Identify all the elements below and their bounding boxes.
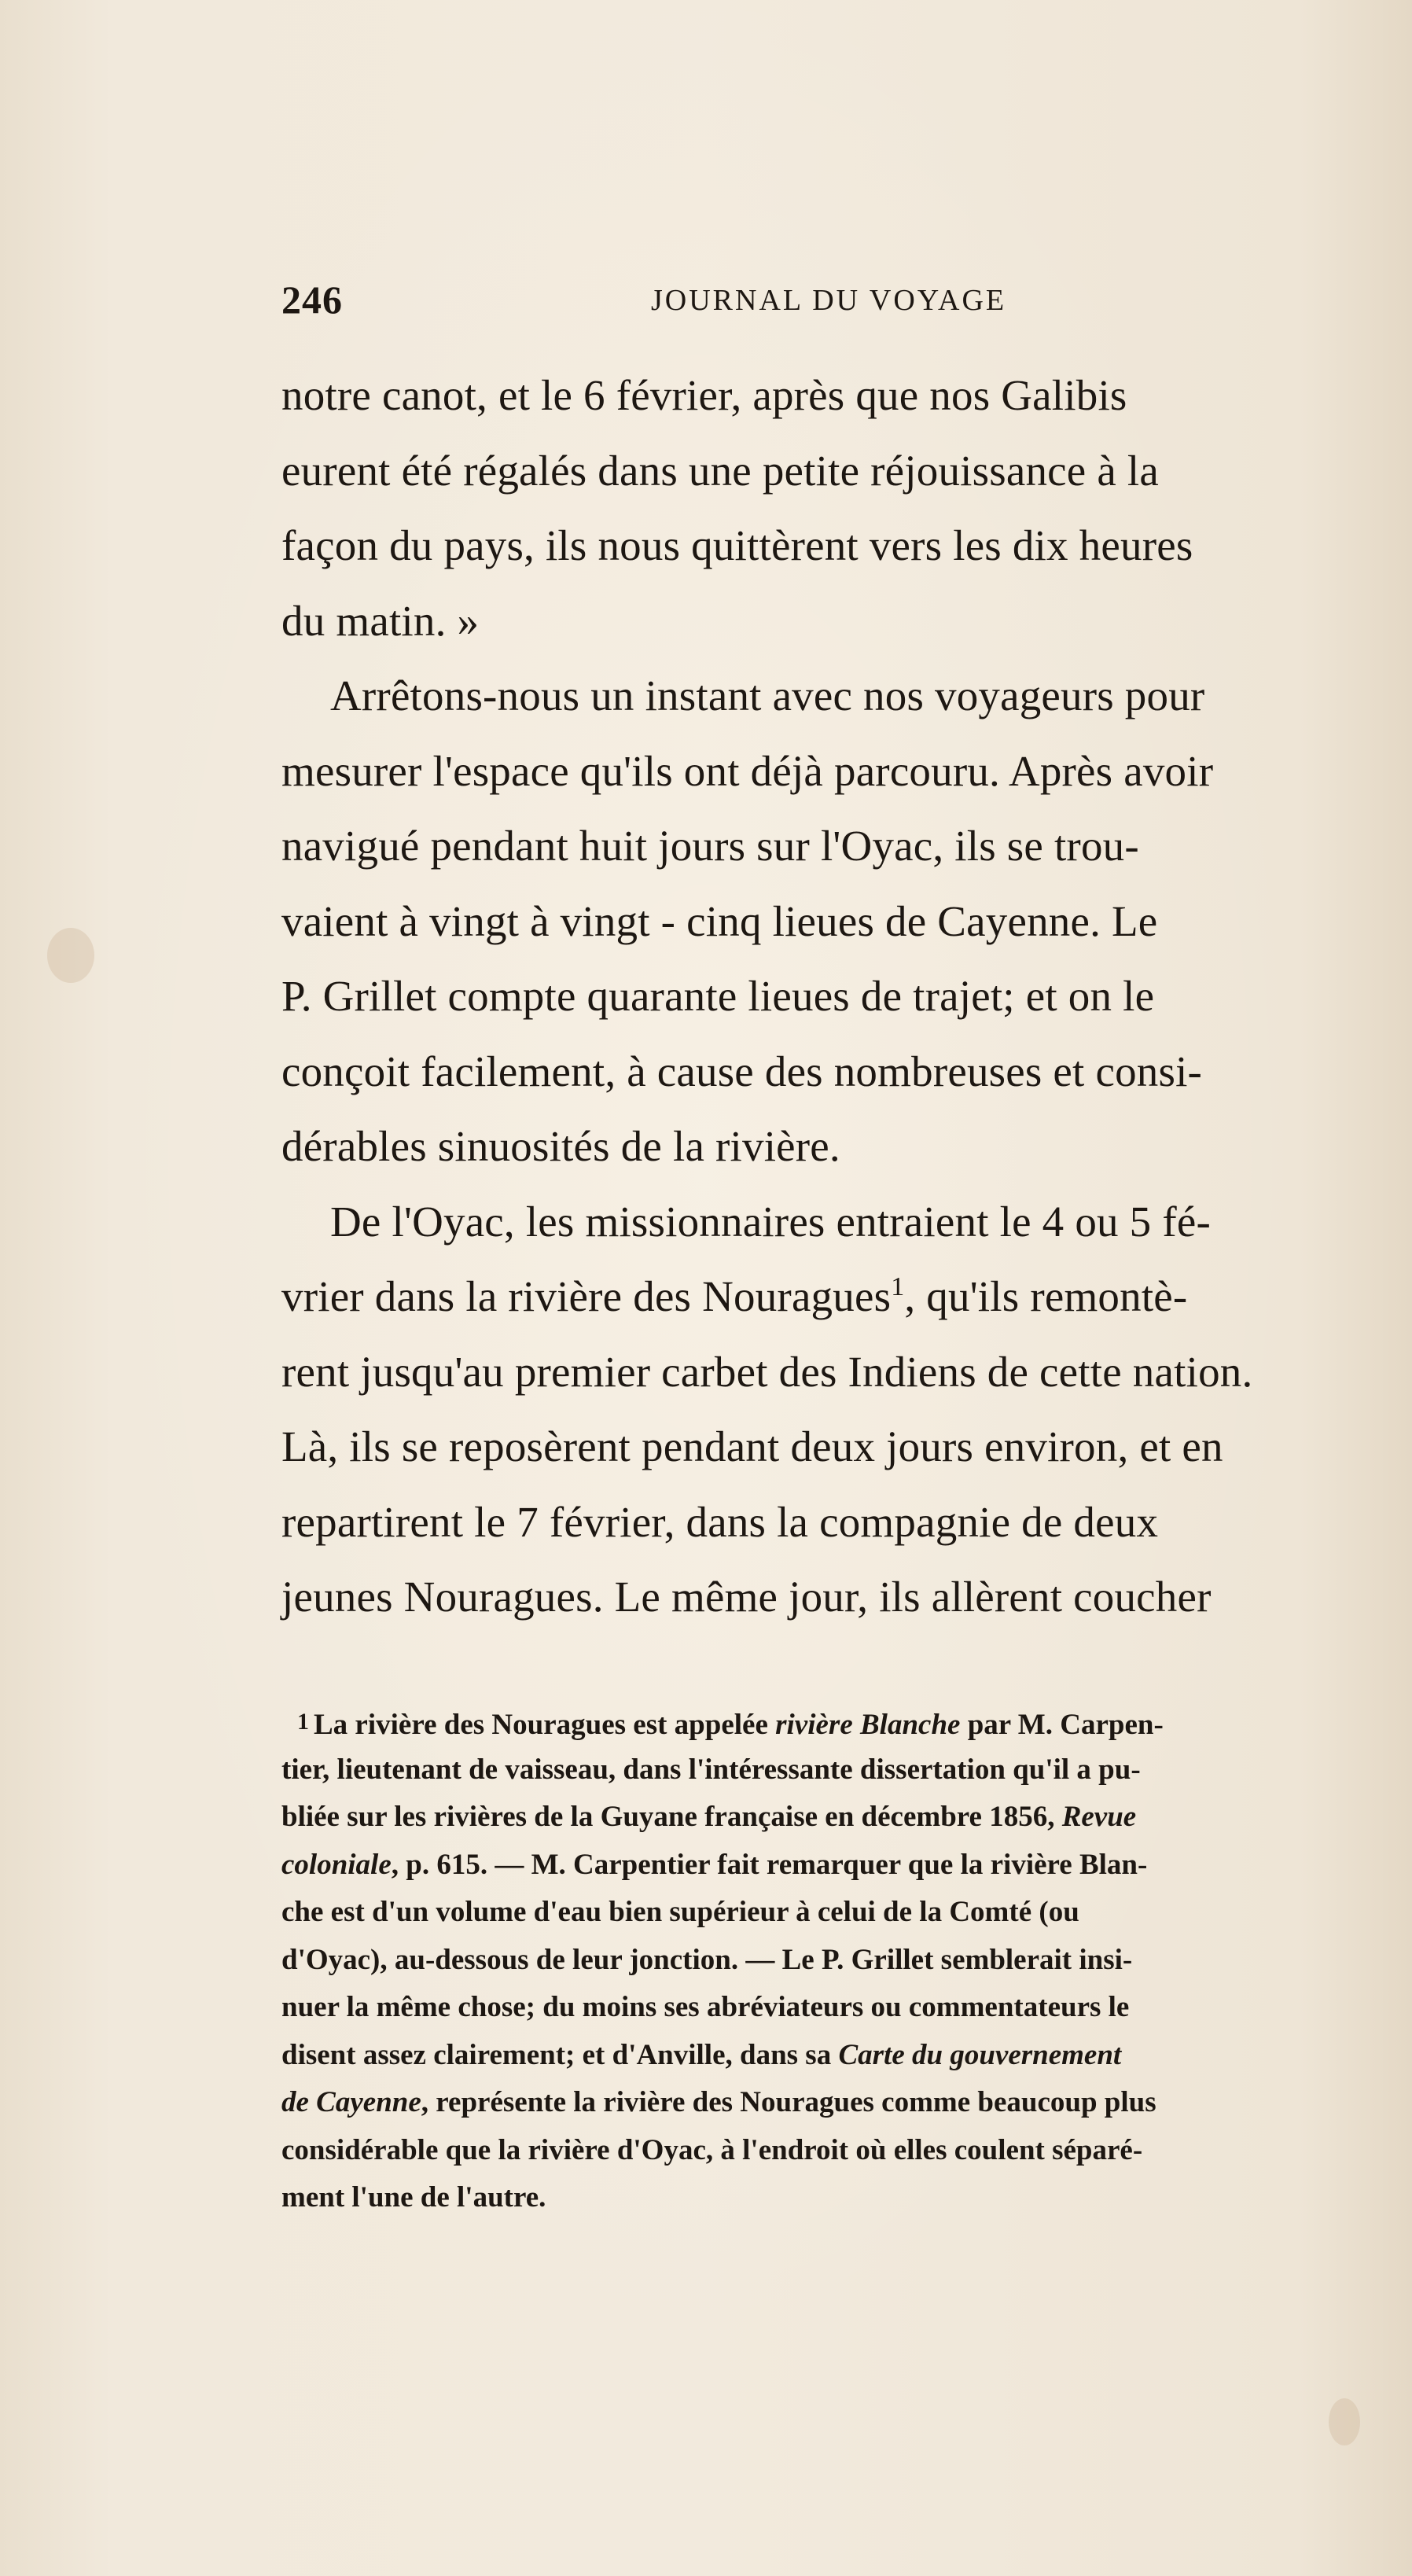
text-span-italic: Carte du gouvernement [838,2038,1122,2071]
text-line: P. Grillet compte quarante lieues de trajet; et on le [281,972,1155,1020]
footnote-line: tier, lieutenant de vaisseau, dans l'intéressante dissertation qu'il a pu- [281,1753,1141,1786]
footnote-line: ment l'une de l'autre. [281,2181,546,2214]
text-span: , p. 615. — M. Carpentier fait remarquer que la rivière Blan- [391,1848,1148,1881]
footnote-block [281,1698,1360,2222]
text-line [281,1259,1359,1334]
text-span: bliée sur les rivières de la Guyane française en décembre 1856, [281,1801,1062,1833]
page-number: 246 [281,278,343,322]
footnote-line [281,1842,1360,1890]
footnote-line: d'Oyac), au-dessous de leur jonction. — Le P. Grillet semblerait insi- [281,1943,1133,1976]
footnote-line: nuer la même chose; du moins ses abréviateurs ou commentateurs le [281,1991,1130,2023]
text-span-italic: rivière Blanche [775,1709,961,1741]
text-line: façon du pays, ils nous quittèrent vers les dix heures [281,521,1193,569]
text-line: eurent été régalés dans une petite réjouissance à la [281,446,1159,495]
footnote-line: considérable que la rivière d'Oyac, à l'endroit où elles coulent séparé- [281,2133,1143,2166]
body-text [281,358,1359,1635]
paper-stain [47,928,94,983]
footnote-line [281,1794,1360,1842]
text-span: vrier dans la rivière des Nouragues [281,1272,892,1320]
paper-stain [1329,2398,1360,2445]
text-span-italic: Revue [1061,1801,1137,1833]
footnote-line: che est d'un volume d'eau bien supérieur à celui de la Comté (ou [281,1896,1079,1928]
text-line: notre canot, et le 6 février, après que nos Galibis [281,371,1127,419]
text-line: vaient à vingt à vingt - cinq lieues de Cayenne. Le [281,896,1158,945]
text-line: De l'Oyac, les missionnaires entraient le 4 ou 5 fé- [330,1197,1211,1246]
text-span: , représente la rivière des Nouragues comme beaucoup plus [421,2086,1156,2118]
text-line: repartirent le 7 février, dans la compagnie de deux [281,1497,1159,1546]
text-line: conçoit facilement, à cause des nombreuses et consi- [281,1047,1203,1095]
text-span-italic: de Cayenne [281,2086,421,2118]
text-span: La rivière des Nouragues est appelée [314,1709,776,1741]
text-line: rent jusqu'au premier carbet des Indiens de cette nation. [281,1347,1253,1396]
text-span-italic: coloniale [281,1848,392,1881]
footnote-line [281,1698,1360,1746]
text-line: du matin. » [281,596,480,645]
text-span: , qu'ils remontè- [904,1272,1188,1320]
text-span: par M. Carpen- [960,1709,1164,1741]
text-line: dérables sinuosités de la rivière. [281,1122,840,1170]
text-line: navigué pendant huit jours sur l'Oyac, ils se trou- [281,822,1139,870]
footnote-line [281,2032,1360,2080]
text-span: disent assez clairement; et d'Anville, dans sa [281,2038,839,2071]
footnote-number: 1 [297,1709,309,1735]
page-header [281,277,1351,324]
text-line: Arrêtons-nous un instant avec nos voyageurs pour [330,672,1205,719]
footnote-marker: 1 [891,1272,905,1301]
text-line: jeunes Nouragues. Le même jour, ils allèrent coucher [281,1573,1212,1621]
footnote-line [281,2079,1360,2127]
text-line: mesurer l'espace qu'ils ont déjà parcouru. Après avoir [281,746,1214,795]
text-line: Là, ils se reposèrent pendant deux jours environ, et en [281,1422,1223,1470]
running-head: JOURNAL DU VOYAGE [651,284,1007,317]
